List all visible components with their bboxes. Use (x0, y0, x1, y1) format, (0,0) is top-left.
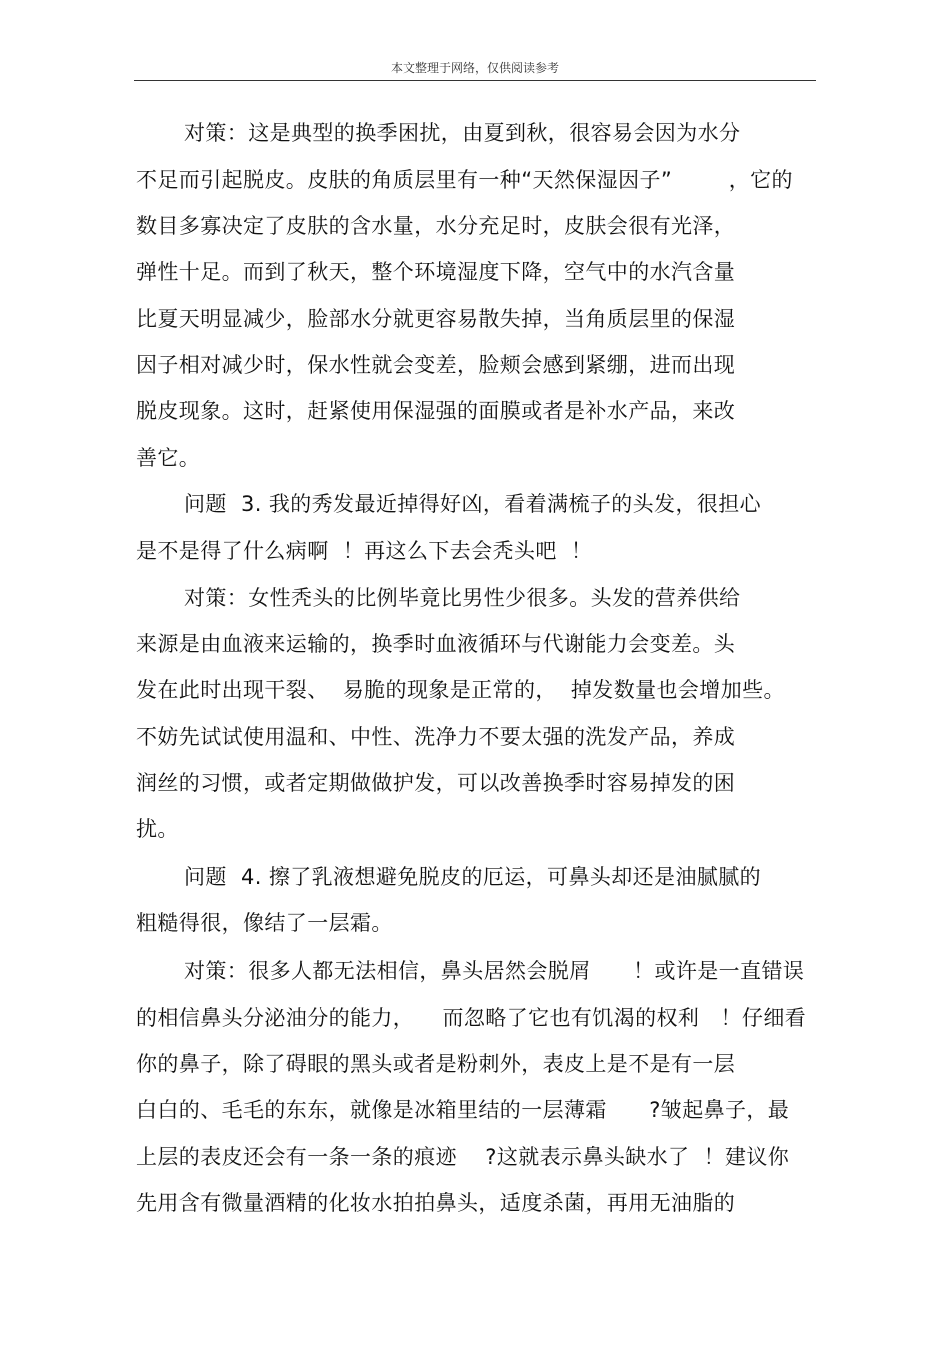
text-line: 润丝的习惯，或者定期做做护发，可以改善换季时容易掉发的困 (136, 771, 736, 795)
text-line: 不足而引起脱皮。皮肤的角质层里有一种“天然保湿因子” ，它的 (136, 168, 793, 192)
page-header: 本文整理于网络，仅供阅读参考 (390, 61, 559, 75)
header-divider (134, 80, 816, 81)
text-line: 善它。 (136, 446, 201, 470)
text-line: 扰。 (136, 817, 179, 841)
text-line: 数目多寡决定了皮肤的含水量，水分充足时，皮肤会很有光泽， (136, 214, 736, 238)
text-line: 白白的、毛毛的东东，就像是冰箱里结的一层薄霜 ?皱起鼻子，最 (136, 1098, 790, 1122)
text-line: 脱皮现象。这时，赶紧使用保湿强的面膜或者是补水产品，来改 (136, 399, 736, 423)
text-line: 你的鼻子，除了碍眼的黑头或者是粉刺外，表皮上是不是有一层 (136, 1052, 736, 1076)
text-line: 比夏天明显减少，脸部水分就更容易散失掉，当角质层里的保湿 (136, 307, 736, 331)
text-line: 对策：这是典型的换季困扰，由夏到秋，很容易会因为水分 (184, 121, 741, 145)
question-line: 问题 3. 我的秀发最近掉得好凶，看着满梳子的头发，很担心 (184, 492, 762, 516)
text-line: 弹性十足。而到了秋天，整个环境湿度下降，空气中的水汽含量 (136, 260, 736, 284)
text-line: 先用含有微量酒精的化妆水拍拍鼻头，适度杀菌，再用无油脂的 (136, 1191, 736, 1215)
text-line: 不妨先试试使用温和、中性、洗净力不要太强的洗发产品，养成 (136, 725, 736, 749)
text-line: 对策：女性秃头的比例毕竟比男性少很多。头发的营养供给 (184, 586, 741, 610)
text-line: 是不是得了什么病啊 ！再这么下去会秃头吧 ！ (136, 539, 593, 563)
text-line: 对策：很多人都无法相信，鼻头居然会脱屑 ！或许是一直错误 (184, 959, 805, 983)
text-line: 上层的表皮还会有一条一条的痕迹 ?这就表示鼻头缺水了 ！建议你 (136, 1145, 790, 1169)
question-line: 问题 4. 擦了乳液想避免脱皮的厄运，可鼻头却还是油腻腻的 (184, 865, 762, 889)
text-line: 的相信鼻头分泌油分的能力， 而忽略了它也有饥渴的权利 ！仔细看 (136, 1006, 807, 1030)
text-line: 发在此时出现干裂、 易脆的现象是正常的， 掉发数量也会增加些。 (136, 678, 785, 702)
text-line: 因子相对减少时，保水性就会变差，脸颊会感到紧绷，进而出现 (136, 353, 736, 377)
text-line: 粗糙得很，像结了一层霜。 (136, 911, 393, 935)
text-line: 来源是由血液来运输的，换季时血液循环与代谢能力会变差。头 (136, 632, 736, 656)
